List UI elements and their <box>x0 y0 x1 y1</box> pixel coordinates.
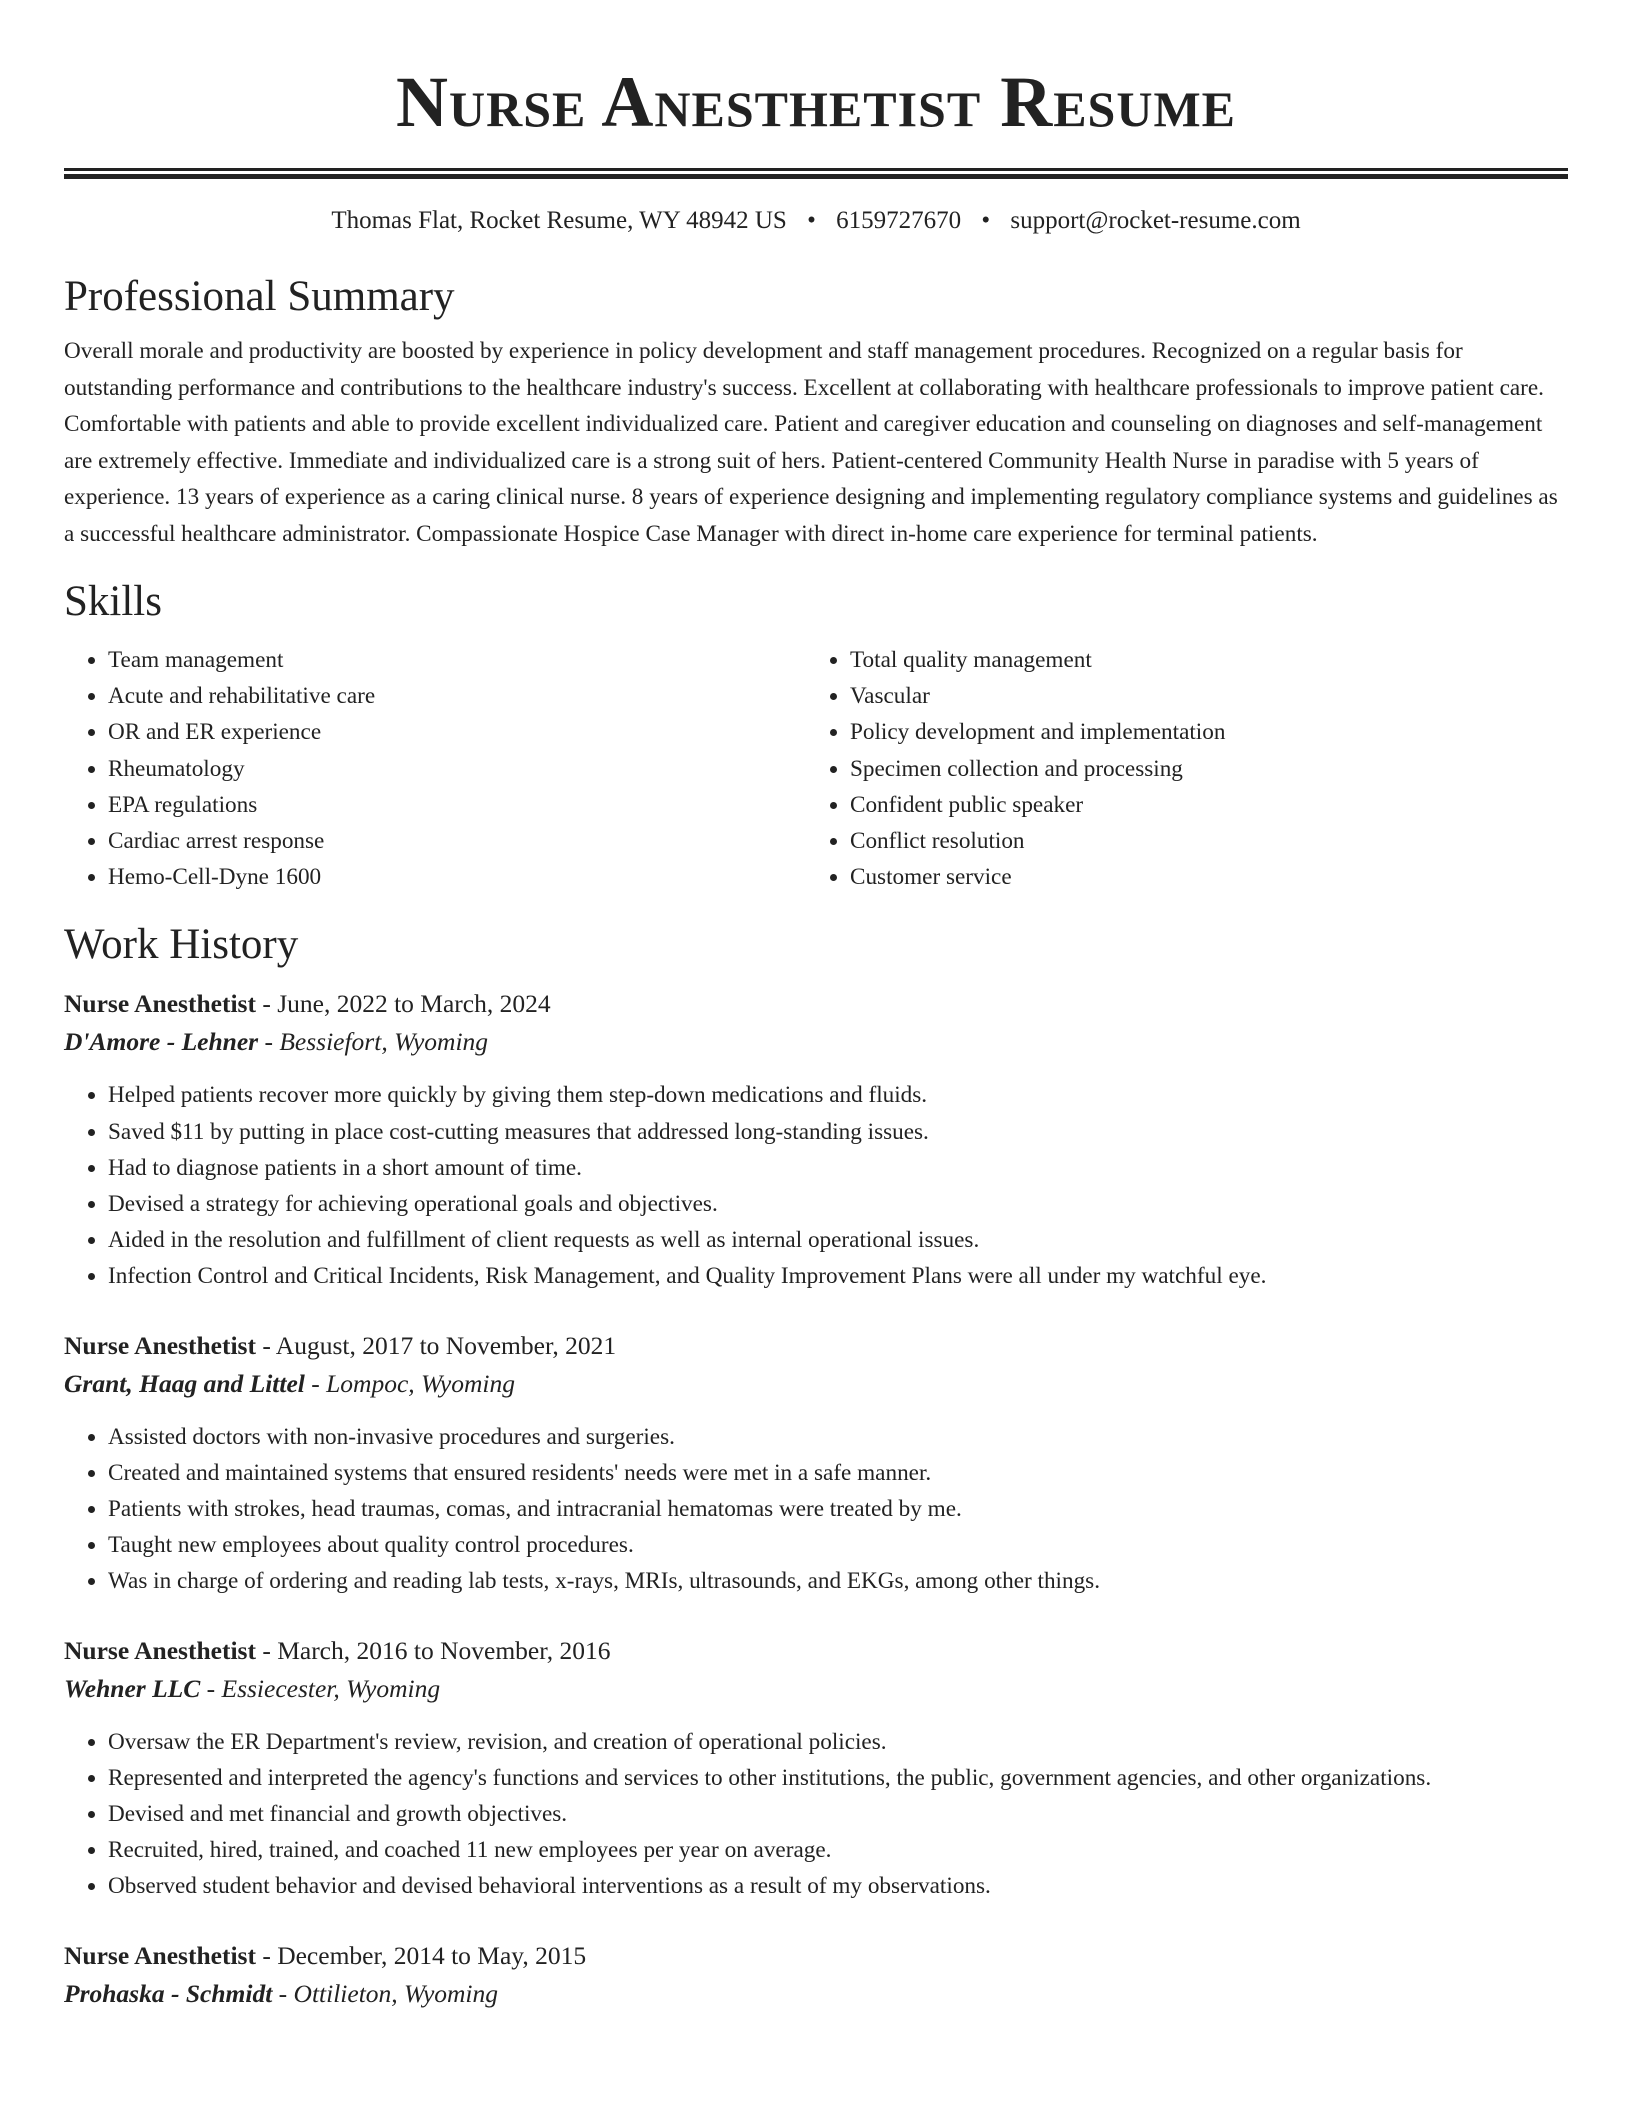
job-dash: - <box>258 1027 280 1057</box>
job-duty-item: • Devised a strategy for achieving operational goals and objectives. <box>108 1186 1568 1222</box>
job-duty-item: • Assisted doctors with non-invasive procedures and surgeries. <box>108 1419 1568 1455</box>
job-company-line <box>64 1365 1568 1403</box>
job-dash: - <box>255 1940 278 1970</box>
job-company: Wehner LLC <box>64 1673 201 1703</box>
summary-heading: Professional Summary <box>64 273 455 320</box>
skill-item: • Team management <box>108 642 806 678</box>
job-dates: December, 2014 to May, 2015 <box>277 1940 587 1970</box>
skill-item: • Policy development and implementation <box>850 714 1225 750</box>
job-company-line <box>64 1023 1568 1061</box>
job-location: Bessiefort, Wyoming <box>279 1027 489 1057</box>
job-role: Nurse Anesthetist <box>64 1635 256 1665</box>
skill-item: • Vascular <box>850 678 1225 714</box>
job-title-line <box>64 1937 1568 1975</box>
job-company-line <box>64 1670 1568 1708</box>
job-duty-item: • Oversaw the ER Department's review, revision, and creation of operational policies. <box>108 1724 1568 1760</box>
skill-item: • Rheumatology <box>108 751 806 787</box>
contact-separator: • <box>981 207 991 234</box>
job-location: Ottilieton, Wyoming <box>293 1978 499 2008</box>
skills-column-left <box>64 642 806 895</box>
skill-item: • Specimen collection and processing <box>850 751 1225 787</box>
job-company-line <box>64 1975 1568 2013</box>
job-duty-item: • Created and maintained systems that ensured residents' needs were met in a safe manner. <box>108 1455 1568 1491</box>
skill-item: • Hemo-Cell-Dyne 1600 <box>108 859 806 895</box>
job-entry <box>64 1937 1568 2013</box>
job-duty-item: • Aided in the resolution and fulfillment of client requests as well as internal operational issues. <box>108 1222 1568 1258</box>
skill-item: • Cardiac arrest response <box>108 823 806 859</box>
job-duty-item: • Infection Control and Critical Incidents, Risk Management, and Quality Improvement Plans were all under my watchful eye. <box>108 1258 1568 1294</box>
job-duty-item: • Represented and interpreted the agency's functions and services to other institutions, the public, government agencies, and other organizations. <box>108 1760 1568 1796</box>
job-dash: - <box>200 1673 222 1703</box>
job-dash: - <box>272 1978 294 2008</box>
work-history-heading: Work History <box>64 921 299 969</box>
job-entry <box>64 1327 1568 1600</box>
skill-item: • Total quality management <box>850 642 1225 678</box>
job-location: Lompoc, Wyoming <box>326 1368 515 1398</box>
skills-heading: Skills <box>64 578 162 625</box>
job-dates: August, 2017 to November, 2021 <box>275 1330 617 1360</box>
job-duty-item: • Helped patients recover more quickly by giving them step-down medications and fluids. <box>108 1077 1568 1113</box>
skills-list <box>64 642 1568 895</box>
page-title: Nurse Anesthetist Resume <box>395 62 1237 142</box>
contact-address: Thomas Flat, Rocket Resume, WY 48942 US <box>331 207 787 234</box>
job-role: Nurse Anesthetist <box>64 1330 256 1360</box>
skill-item: • OR and ER experience <box>108 714 806 750</box>
job-duties <box>64 1077 1568 1294</box>
job-entry <box>64 985 1568 1294</box>
job-dash: - <box>255 1635 278 1665</box>
job-duties <box>64 1724 1568 1905</box>
job-duty-item: • Observed student behavior and devised behavioral interventions as a result of my observations. <box>108 1868 1568 1904</box>
contact-line <box>64 205 1568 237</box>
job-role: Nurse Anesthetist <box>64 1940 256 1970</box>
skill-item: • Confident public speaker <box>850 787 1225 823</box>
contact-separator: • <box>807 207 816 234</box>
skill-item: • EPA regulations <box>108 787 806 823</box>
job-dash: - <box>255 1330 276 1360</box>
job-duty-item: • Was in charge of ordering and reading lab tests, x-rays, MRIs, ultrasounds, and EKGs, among other things. <box>108 1563 1568 1599</box>
job-company: D'Amore - Lehner <box>64 1027 259 1057</box>
job-company: Grant, Haag and Littel <box>64 1368 305 1398</box>
skill-item: • Customer service <box>850 859 1225 895</box>
job-title-line <box>64 1327 1568 1365</box>
job-dates: March, 2016 to November, 2016 <box>277 1635 611 1665</box>
job-company: Prohaska - Schmidt <box>64 1978 273 2008</box>
job-title-line <box>64 985 1568 1023</box>
job-dash: - <box>304 1368 327 1398</box>
job-duty-item: • Had to diagnose patients in a short amount of time. <box>108 1150 1568 1186</box>
job-dates: June, 2022 to March, 2024 <box>277 989 551 1019</box>
job-title-line <box>64 1632 1568 1670</box>
title-divider <box>64 168 1568 179</box>
job-duty-item: • Saved $11 by putting in place cost-cutting measures that addressed long-standing issues. <box>108 1114 1568 1150</box>
job-duties <box>64 1419 1568 1600</box>
skills-column-right <box>806 642 1225 895</box>
job-duty-item: • Taught new employees about quality control procedures. <box>108 1527 1568 1563</box>
job-duty-item: • Devised and met financial and growth objectives. <box>108 1796 1568 1832</box>
contact-phone: 6159727670 <box>836 207 962 234</box>
job-duty-item: • Patients with strokes, head traumas, comas, and intracranial hematomas were treated by me. <box>108 1491 1568 1527</box>
summary-text: Overall morale and productivity are boosted by experience in policy development and staff management procedures. Recognized on a regular basis for outstanding performance and contributions to the healthcare industry's success. Excellent at collaborating with healthcare professionals to improve patient care. Comfortable with patients and able to provide excellent individualized care. Patient and caregiver education and counseling on diagnoses and self-management are extremely effective. Immediate and individualized care is a strong suit of hers. Patient-centered Community Health Nurse in paradise with 5 years of experience. 13 years of experience as a caring clinical nurse. 8 years of experience designing and implementing regulatory compliance systems and guidelines as a successful healthcare administrator. Compassionate Hospice Case Manager with direct in-home care experience for terminal patients. <box>64 338 1558 547</box>
work-history-list <box>64 985 1568 2012</box>
skill-item: • Acute and rehabilitative care <box>108 678 806 714</box>
job-location: Essiecester, Wyoming <box>221 1673 441 1703</box>
job-entry <box>64 1632 1568 1905</box>
job-duty-item: • Recruited, hired, trained, and coached 11 new employees per year on average. <box>108 1832 1568 1868</box>
skill-item: • Conflict resolution <box>850 823 1225 859</box>
job-role: Nurse Anesthetist <box>64 989 256 1019</box>
job-dash: - <box>255 989 278 1019</box>
contact-email[interactable]: support@rocket-resume.com <box>1010 207 1301 234</box>
